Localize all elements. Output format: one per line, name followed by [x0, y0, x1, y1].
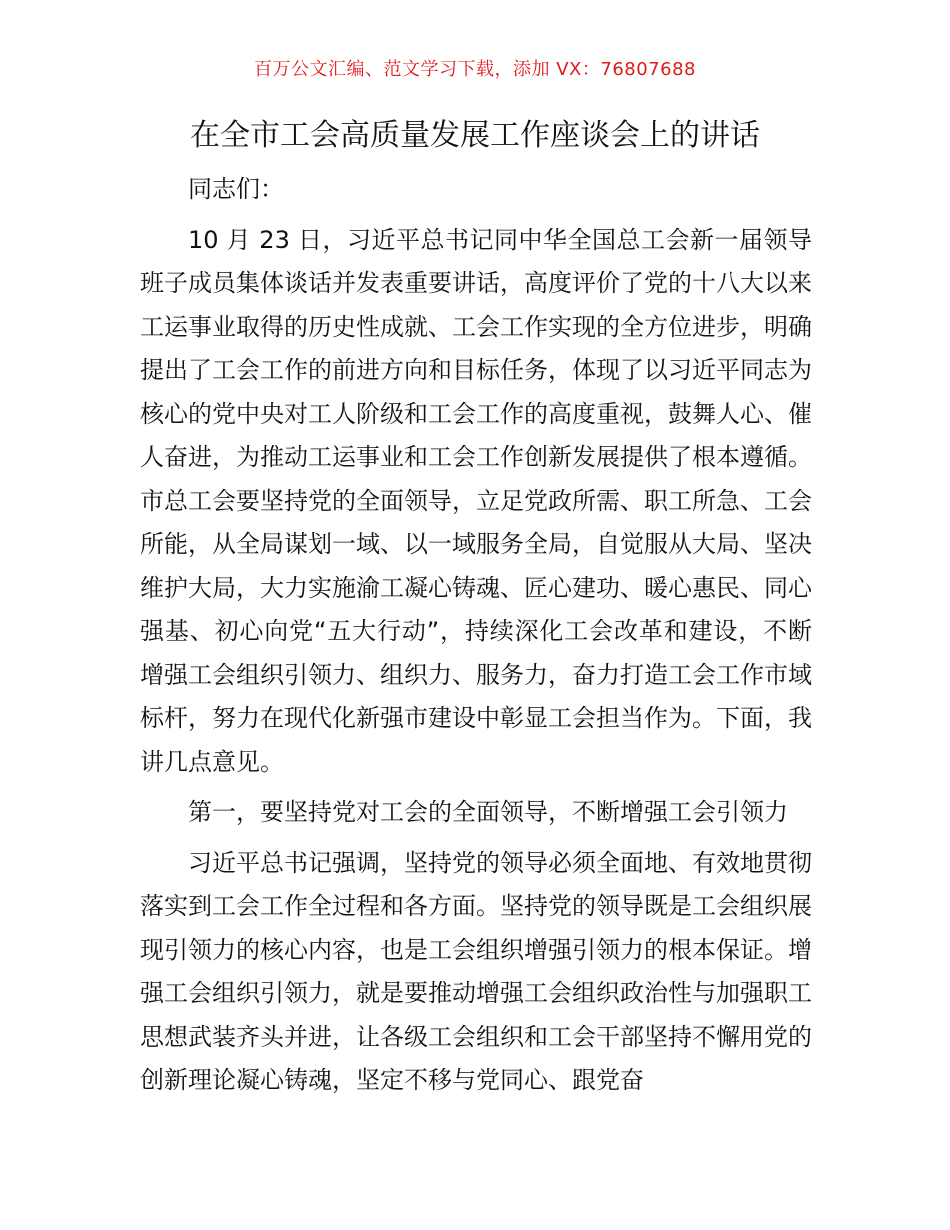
paragraph-intro: 10 月 23 日，习近平总书记同中华全国总工会新一届领导班子成员集体谈话并发表重要讲话，高度评价了党的十八大以来工运事业取得的历史性成就、工会工作实现的全方位进步，明确提出了工会工作的前进方向和目标任务，体现了以习近平同志为核心的党中央对工人阶级和工会工作的高度重视，鼓舞人心、催人奋进，为推动工运事业和工会工作创新发展提供了根本遵循。市总工会要坚持党的全面领导，立足党政所需、职工所急、工会所能，从全局谋划一域、以一域服务全局，自觉服从大局、坚决维护大局，大力实施渝工凝心铸魂、匠心建功、暖心惠民、同心强基、初心向党“五大行动”，持续深化工会改革和建设，不断增强工会组织引领力、组织力、服务力，奋力打造工会工作市域标杆，努力在现代化新强市建设中彰显工会担当作为。下面，我讲几点意见。 [140, 225, 812, 776]
section-heading-first: 第一，要坚持党对工会的全面领导，不断增强工会引领力 [188, 798, 788, 826]
salutation: 同志们： [188, 175, 284, 203]
paragraph-section-one: 习近平总书记强调，坚持党的领导必须全面地、有效地贯彻落实到工会工作全过程和各方面。坚持党的领导既是工会组织展现引领力的核心内容，也是工会组织增强引领力的根本保证。增强工会组织引领力，就是要推动增强工会组织政治性与加强职工思想武装齐头并进，让各级工会组织和工会干部坚持不懈用党的创新理论凝心铸魂，坚定不移与党同心、跟党奋 [140, 848, 812, 1094]
document-title: 在全市工会高质量发展工作座谈会上的讲话 [190, 118, 760, 153]
document-body [140, 168, 812, 1103]
watermark-header: 百万公文汇编、范文学习下载，添加 VX：76807688 [254, 59, 696, 80]
